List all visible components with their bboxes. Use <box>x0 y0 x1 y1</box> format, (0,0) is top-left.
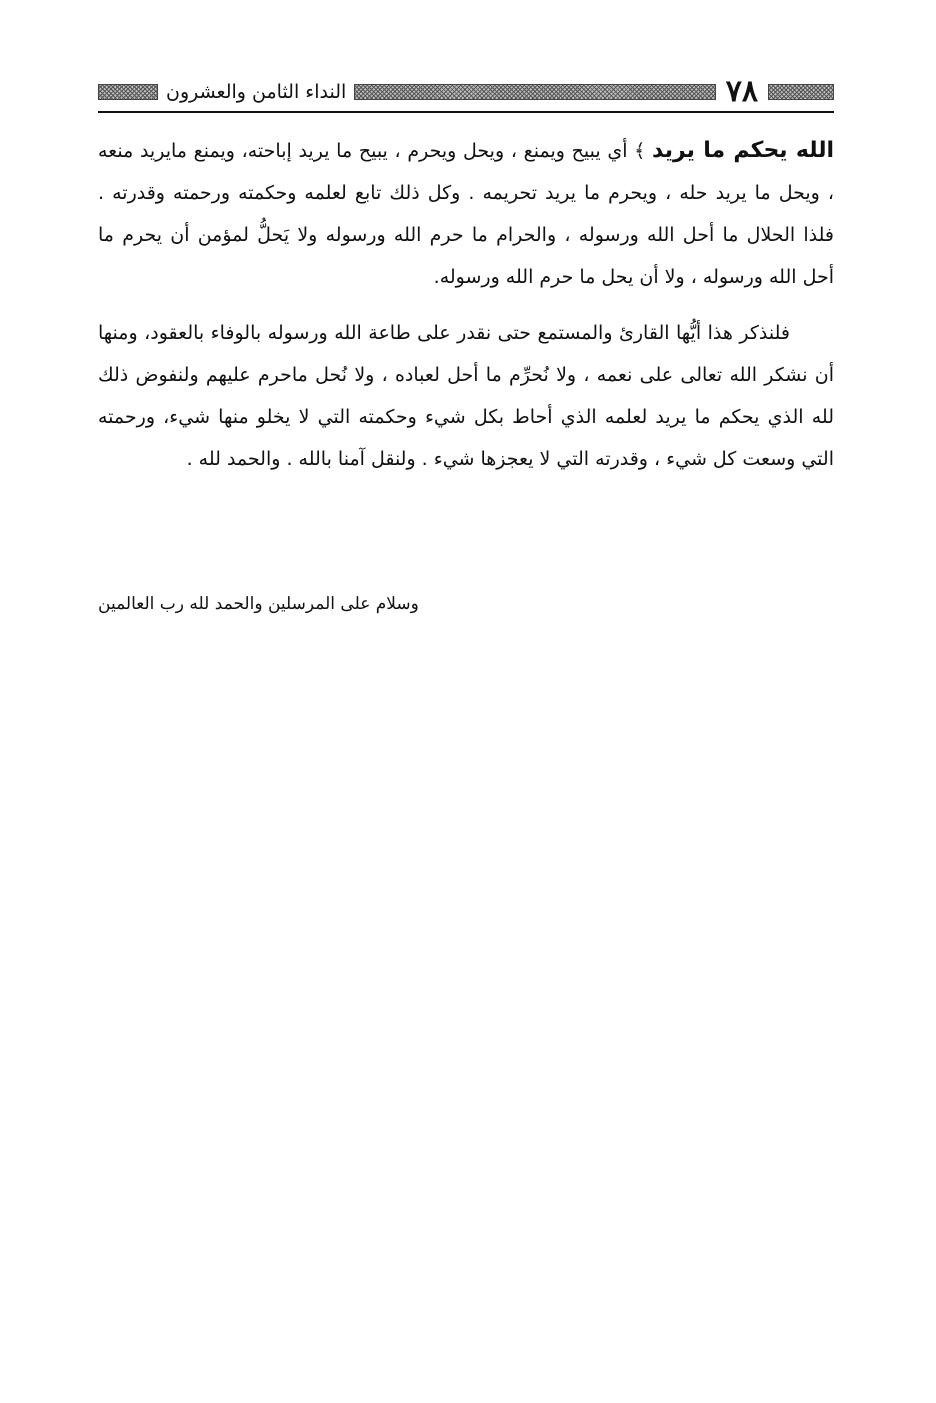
paragraph-1-text: ﴾ أي يبيح ويمنع ، ويحل ويحرم ، يبيح ما يريد إباحته، ويمنع مايريد منعه ، ويحل ما يريد حله ، ويحرم ما يريد تحريمه . وكل ذلك تابع لعلمه وحكمته ورحمته وقدرته . فلذا الحلال ما أحل الله ورسوله ، والحرام ما حرم الله ورسوله ولا يَحلُّ لمؤمن أن يحرم ما أحل الله ورسوله ، ولا أن يحل ما حرم الله ورسوله. <box>98 140 834 288</box>
page-body <box>98 130 834 480</box>
header-ornament-left <box>98 84 158 100</box>
paragraph-1 <box>98 130 834 298</box>
quran-phrase: الله يحكم ما يريد <box>652 138 835 163</box>
paragraph-2 <box>98 312 834 480</box>
page-number: ٧٨ <box>725 74 758 109</box>
header-rule <box>98 111 834 113</box>
paragraph-2-text: فلنذكر هذا أيُّها القارئ والمستمع حتى نقدر على طاعة الله ورسوله بالوفاء بالعقود، ومنها أن نشكر الله تعالى على نعمه ، ولا نُحرِّم ما أحل لعباده ، ولا نُحل ماحرم عليهم ولنفوض ذلك لله الذي يحكم ما يريد لعلمه الذي أحاط بكل شيء وحكمته التي لا يخلو منها شيء، ورحمته التي وسعت كل شيء ، وقدرته التي لا يعجزها شيء . ولنقل آمنا بالله . والحمد لله . <box>98 322 834 470</box>
header-ornament-right <box>768 84 834 100</box>
closing-line: وسلام على المرسلين والحمد لله رب العالمين <box>98 594 419 614</box>
header-ornament-middle <box>354 84 715 100</box>
chapter-title: النداء الثامن والعشرون <box>166 81 347 103</box>
page-header <box>98 74 834 109</box>
